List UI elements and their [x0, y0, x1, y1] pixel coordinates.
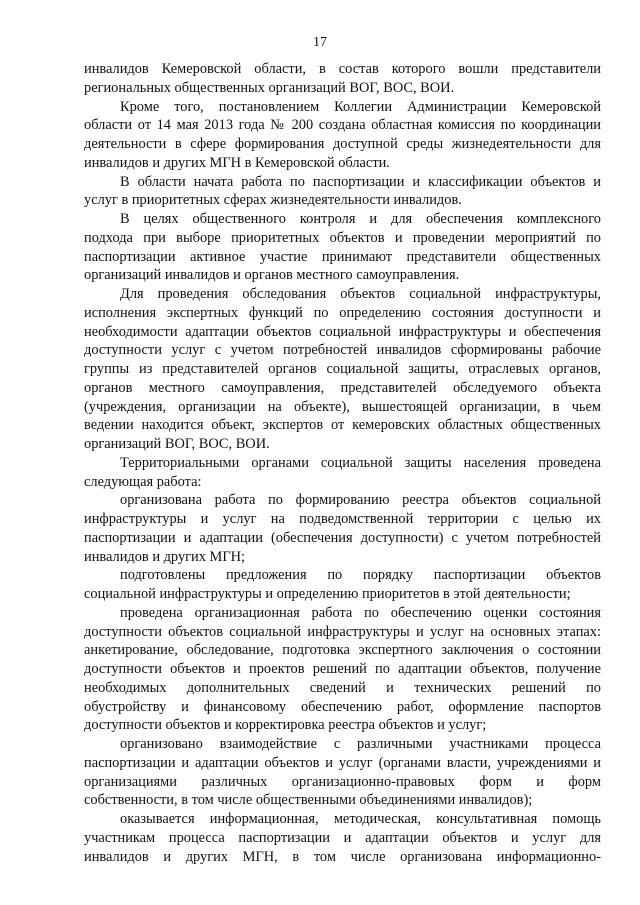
text-line: участникам процесса паспортизации и адаптации объектов и услуг для	[84, 829, 601, 846]
text-line: области от 14 мая 2013 года № 200 создана областная комиссия по координации	[84, 117, 601, 134]
text-line: доступности объектов социальной инфраструктуры и услуг на основных этапах:	[84, 623, 601, 640]
text-line: Территориальными органами социальной защиты населения проведена	[120, 454, 601, 471]
text-line: ведении находится объект, экспертов от кемеровских областных общественных	[84, 417, 601, 434]
text-line: инвалидов и других МГН;	[84, 548, 246, 565]
text-line: деятельности в сфере формирования доступной среды жизнедеятельности для	[84, 136, 601, 152]
text-line: следующая работа:	[84, 473, 202, 490]
document-body	[84, 60, 601, 866]
text-line: организациями различных организационно-правовых форм и форм	[84, 773, 601, 790]
text-line: анкетирование, обследование, подготовка экспертного заключения о состоянии	[84, 642, 601, 659]
text-line: оказывается информационная, методическая, консультативная помощь	[120, 811, 601, 827]
text-line: паспортизации и адаптации объектов и услуг (органами власти, учреждениями и	[84, 754, 601, 771]
text-line: инвалидов Кемеровской области, в состав которого вошли представители	[84, 61, 601, 77]
text-line: организаций инвалидов и органов местного самоуправления.	[84, 267, 460, 284]
text-line: паспортизации и адаптации (обеспечения доступности) с учетом потребностей	[84, 529, 601, 546]
text-line: обустройству и финансовому обеспечению работ, оформление паспортов	[84, 698, 601, 715]
text-line: паспортизации активное участие принимают представители общественных	[84, 248, 601, 265]
text-line: исполнения экспертных функций по определению состояния доступности и	[84, 304, 601, 321]
text-line: инвалидов и других МГН, в том числе организована информационно-	[84, 848, 601, 865]
text-line: необходимости адаптации объектов социальной инфраструктуры и обеспечения	[84, 323, 601, 340]
text-line: доступности услуг с учетом потребностей инвалидов сформированы рабочие	[84, 342, 601, 359]
text-line: В целях общественного контроля и для обеспечения комплексного	[120, 211, 601, 227]
text-line: собственности, в том числе общественными объединениями инвалидов);	[84, 792, 533, 809]
text-line: организована работа по формированию реестра объектов социальной	[120, 492, 601, 509]
text-line: подготовлены предложения по порядку паспортизации объектов	[120, 567, 601, 584]
text-line: инвалидов и других МГН в Кемеровской области.	[84, 154, 390, 171]
text-line: доступности объектов и проектов решений по адаптации объектов, получение	[84, 661, 601, 677]
text-line: социальной инфраструктуры и определению приоритетов в этой деятельности;	[84, 586, 571, 602]
text-line: Для проведения обследования объектов социальной инфраструктуры,	[120, 286, 601, 302]
text-line: организаций ВОГ, ВОС, ВОИ.	[84, 436, 270, 452]
text-line: услуг в приоритетных сферах жизнедеятельности инвалидов.	[84, 192, 462, 209]
text-line: инфраструктуры и услуг на подведомственной территории с целью их	[84, 511, 601, 527]
text-line: региональных общественных организаций ВОГ, ВОС, ВОИ.	[84, 79, 455, 96]
text-line: (учреждения, организации на объекте), вышестоящей организации, в чьем	[84, 398, 601, 415]
text-line: проведена организационная работа по обеспечению оценки состояния	[120, 604, 601, 621]
text-line: Кроме того, постановлением Коллегии Администрации Кемеровской	[120, 98, 601, 115]
text-line: органов местного самоуправления, представителей обследуемого объекта	[84, 379, 601, 396]
text-line: организовано взаимодействие с различными участниками процесса	[120, 736, 601, 752]
text-line: необходимых дополнительных сведений и технических решений по	[84, 679, 601, 696]
text-line: В области начата работа по паспортизации и классификации объектов и	[120, 173, 601, 190]
text-line: доступности объектов и корректировка реестра объектов и услуг;	[84, 717, 487, 734]
text-line: подхода при выборе приоритетных объектов и проведении мероприятий по	[84, 229, 601, 246]
page-number: 17	[313, 35, 327, 50]
text-line: группы из представителей органов социальной защиты, отраслевых органов,	[84, 361, 601, 377]
